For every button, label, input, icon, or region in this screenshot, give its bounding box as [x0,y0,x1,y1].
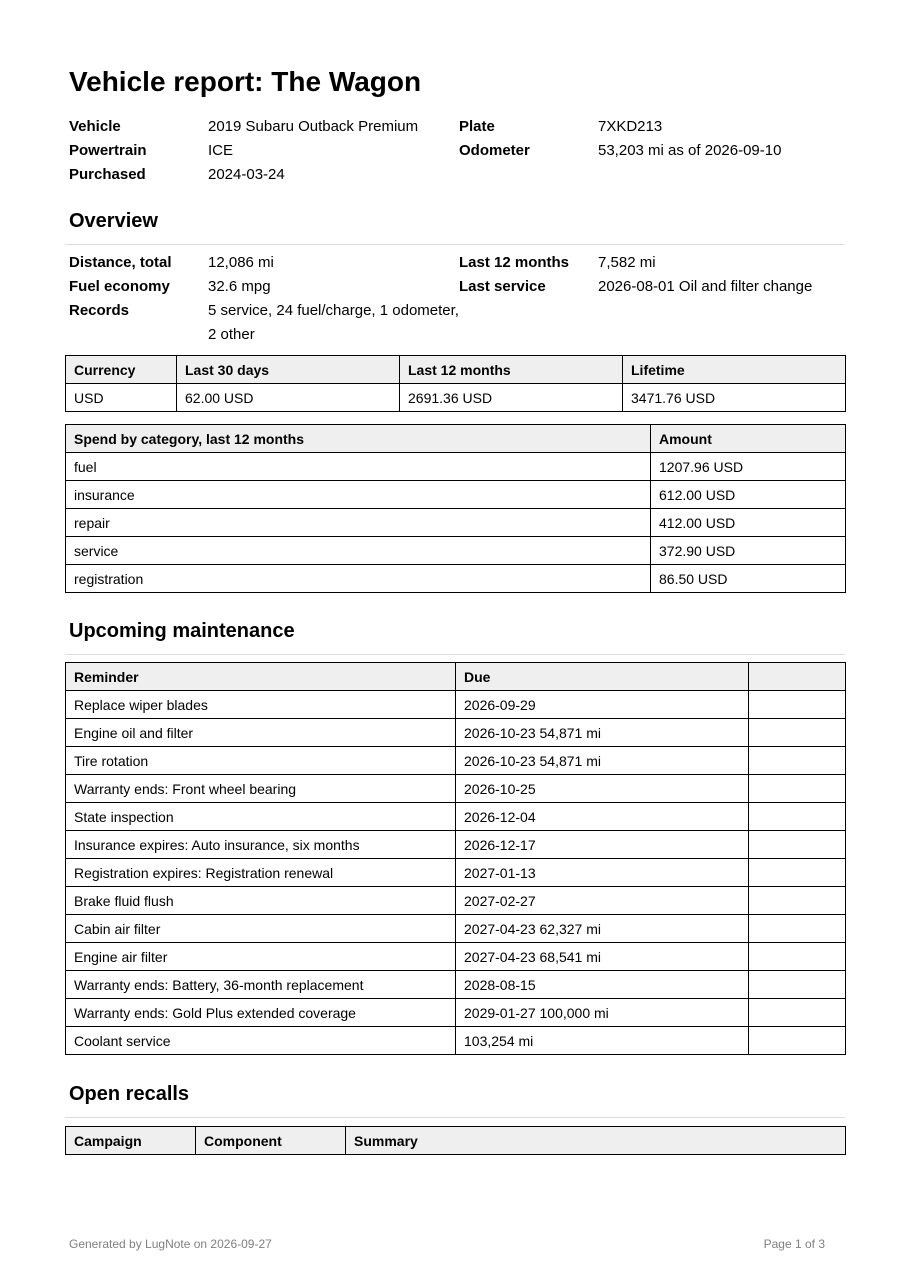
table-row [66,915,846,943]
info-label: Powertrain [69,142,147,159]
table-cell: 2027-04-23 68,541 mi [456,943,749,971]
table-cell: 1207.96 USD [651,453,846,481]
table-row [66,719,846,747]
table-cell: Engine oil and filter [66,719,456,747]
info-value: 7,582 mi [598,254,656,271]
table-cell: Engine air filter [66,943,456,971]
table-cell: repair [66,509,651,537]
table-row [66,691,846,719]
recalls-heading: Open recalls [69,1083,190,1105]
table-row [66,1027,846,1055]
recalls-table [65,1126,846,1155]
table-cell [749,719,846,747]
info-value: 2019 Subaru Outback Premium [208,118,419,135]
table-cell [749,859,846,887]
recalls-divider [65,1117,845,1118]
table-row [66,775,846,803]
table-cell: registration [66,565,651,593]
info-label [459,163,598,187]
info-value [598,163,845,187]
table-cell: Warranty ends: Gold Plus extended coverage [66,999,456,1027]
column-header: Component [196,1127,346,1155]
table-cell: Warranty ends: Battery, 36-month replacement [66,971,456,999]
table-row [66,859,846,887]
table-cell: Insurance expires: Auto insurance, six months [66,831,456,859]
table-row [66,481,846,509]
info-value [598,299,845,347]
table-row [66,509,846,537]
column-header: Currency [66,356,177,384]
table-cell [749,887,846,915]
overview-divider [65,244,845,245]
info-value: ICE [208,142,234,159]
column-header [749,663,846,691]
table-cell [749,775,846,803]
info-value: 5 service, 24 fuel/charge, 1 odometer, 2 other [208,302,459,343]
info-row [69,275,845,299]
info-value: 7XKD213 [598,118,663,135]
table-cell [749,971,846,999]
table-cell [749,1027,846,1055]
info-value: 2024-03-24 [208,166,285,183]
table-cell: 612.00 USD [651,481,846,509]
table-cell: Coolant service [66,1027,456,1055]
info-label: Purchased [69,166,146,183]
info-value: 32.6 mpg [208,278,271,295]
table-row [66,887,846,915]
info-row [69,139,845,163]
table-row [66,943,846,971]
table-row [66,565,846,593]
table-cell: Cabin air filter [66,915,456,943]
info-label: Vehicle [69,118,121,135]
table-cell: Brake fluid flush [66,887,456,915]
table-cell: State inspection [66,803,456,831]
table-cell: 2026-09-29 [456,691,749,719]
overview-heading: Overview [69,210,158,232]
info-label: Plate [459,118,495,135]
info-value: 12,086 mi [208,254,274,271]
info-label: Last service [459,278,546,295]
page-title: Vehicle report: The Wagon [69,66,422,97]
table-cell [749,915,846,943]
table-cell: insurance [66,481,651,509]
table-cell: 412.00 USD [651,509,846,537]
table-row [66,453,846,481]
table-cell: 2027-01-13 [456,859,749,887]
table-cell [749,999,846,1027]
table-cell: 2026-10-23 54,871 mi [456,719,749,747]
column-header: Reminder [66,663,456,691]
table-cell: 3471.76 USD [623,384,846,412]
info-label: Last 12 months [459,254,570,271]
table-cell: 86.50 USD [651,565,846,593]
table-cell: 2027-04-23 62,327 mi [456,915,749,943]
maintenance-table [65,662,846,1055]
table-cell [749,943,846,971]
table-cell: Warranty ends: Front wheel bearing [66,775,456,803]
table-cell: 2026-12-17 [456,831,749,859]
table-row [66,803,846,831]
table-row [66,537,846,565]
table-row [66,971,846,999]
table-cell [749,747,846,775]
table-row [66,831,846,859]
table-cell: USD [66,384,177,412]
table-cell: service [66,537,651,565]
overview-info [69,251,845,347]
table-cell: 62.00 USD [177,384,400,412]
info-row [69,115,845,139]
column-header: Summary [346,1127,846,1155]
table-cell: 372.90 USD [651,537,846,565]
info-label: Distance, total [69,254,172,271]
info-row [69,163,845,187]
column-header: Last 12 months [400,356,623,384]
table-cell: 2026-10-25 [456,775,749,803]
table-cell: 2026-10-23 54,871 mi [456,747,749,775]
table-cell: 2029-01-27 100,000 mi [456,999,749,1027]
column-header: Campaign [66,1127,196,1155]
table-row [66,747,846,775]
info-row [69,251,845,275]
column-header: Spend by category, last 12 months [66,425,651,453]
table-cell: fuel [66,453,651,481]
table-cell: 2691.36 USD [400,384,623,412]
table-cell: 2027-02-27 [456,887,749,915]
cost-summary-table [65,355,846,412]
info-value: 2026-08-01 Oil and filter change [598,278,813,295]
column-header: Lifetime [623,356,846,384]
table-cell [749,831,846,859]
table-cell: Tire rotation [66,747,456,775]
spend-by-category-table [65,424,846,593]
info-row [69,299,845,347]
table-cell [749,803,846,831]
table-cell: 2026-12-04 [456,803,749,831]
table-row [66,999,846,1027]
info-label: Odometer [459,142,530,159]
table-cell: 2028-08-15 [456,971,749,999]
table-cell: Replace wiper blades [66,691,456,719]
info-value: 53,203 mi as of 2026-09-10 [598,142,782,159]
column-header: Due [456,663,749,691]
maintenance-divider [65,654,845,655]
footer-page-number: Page 1 of 3 [763,1237,825,1251]
column-header: Last 30 days [177,356,400,384]
table-cell: Registration expires: Registration renewal [66,859,456,887]
footer-generated: Generated by LugNote on 2026-09-27 [69,1237,272,1251]
vehicle-info [69,115,845,187]
info-label: Records [69,302,130,319]
table-cell [749,691,846,719]
table-cell: 103,254 mi [456,1027,749,1055]
info-label: Fuel economy [69,278,170,295]
column-header: Amount [651,425,846,453]
info-label [459,299,598,347]
table-row [66,384,846,412]
maintenance-heading: Upcoming maintenance [69,620,295,642]
